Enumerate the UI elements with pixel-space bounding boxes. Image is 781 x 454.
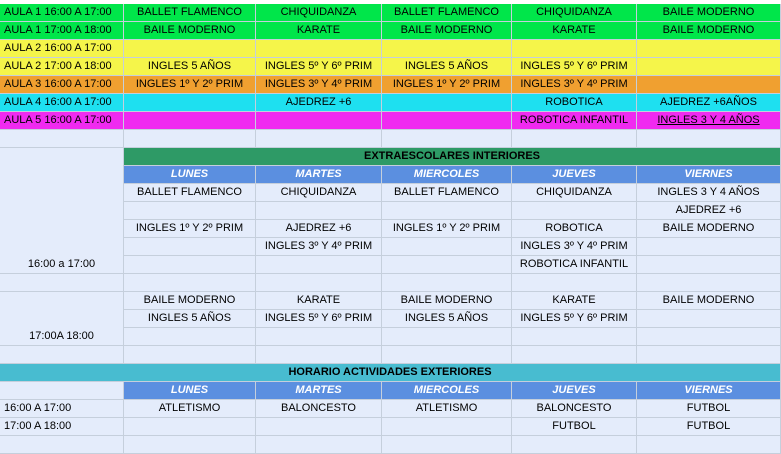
time-cell[interactable] [0,292,124,310]
aula-activity-cell[interactable] [637,40,781,58]
empty-cell[interactable] [0,130,124,148]
day-header[interactable]: VIERNES [637,382,781,400]
activity-cell[interactable] [382,256,512,274]
empty-cell[interactable] [382,346,512,364]
activity-cell[interactable] [512,436,637,454]
aula-activity-cell[interactable] [382,94,512,112]
empty-cell[interactable] [124,130,256,148]
empty-cell[interactable] [637,346,781,364]
time-cell[interactable] [0,202,124,220]
activity-cell[interactable]: INGLES 3º Y 4º PRIM [512,238,637,256]
activity-cell[interactable] [382,328,512,346]
activity-cell[interactable]: INGLES 1º Y 2º PRIM [124,220,256,238]
activity-cell[interactable]: INGLES 5º Y 6º PRIM [256,310,382,328]
activity-cell[interactable]: KARATE [512,292,637,310]
time-cell[interactable] [0,310,124,328]
aula-activity-cell[interactable]: INGLES 3 Y 4 AÑOS [637,112,781,130]
empty-cell[interactable] [382,130,512,148]
activity-cell[interactable] [256,328,382,346]
empty-cell[interactable] [256,274,382,292]
activity-cell[interactable] [256,436,382,454]
empty-cell[interactable] [0,274,124,292]
time-label[interactable]: 16:00 a 17:00 [0,256,124,274]
activity-cell[interactable] [124,238,256,256]
activity-cell[interactable]: INGLES 5 AÑOS [124,310,256,328]
aula-activity-cell[interactable]: BAILE MODERNO [382,22,512,40]
time-cell[interactable] [0,220,124,238]
empty-cell[interactable] [512,274,637,292]
activity-cell[interactable]: ROBOTICA INFANTIL [512,256,637,274]
aula-activity-cell[interactable]: BALLET FLAMENCO [124,4,256,22]
activity-cell[interactable] [382,418,512,436]
activity-cell[interactable]: ATLETISMO [382,400,512,418]
activity-cell[interactable] [124,328,256,346]
activity-cell[interactable]: ATLETISMO [124,400,256,418]
aula-activity-cell[interactable]: BAILE MODERNO [637,22,781,40]
empty-cell[interactable] [0,346,124,364]
aula-activity-cell[interactable] [637,58,781,76]
day-header[interactable]: JUEVES [512,166,637,184]
activity-cell[interactable]: FUTBOL [637,418,781,436]
activity-cell[interactable]: BALLET FLAMENCO [124,184,256,202]
aula-activity-cell[interactable]: CHIQUIDANZA [512,4,637,22]
aula-activity-cell[interactable]: CHIQUIDANZA [256,4,382,22]
activity-cell[interactable]: ROBOTICA [512,220,637,238]
interiores-title[interactable]: EXTRAESCOLARES INTERIORES [124,148,781,166]
empty-cell[interactable] [0,166,124,184]
activity-cell[interactable]: BALONCESTO [512,400,637,418]
time-label[interactable]: 16:00 A 17:00 [0,400,124,418]
activity-cell[interactable]: INGLES 1º Y 2º PRIM [382,220,512,238]
time-cell[interactable] [0,184,124,202]
activity-cell[interactable]: INGLES 5º Y 6º PRIM [512,310,637,328]
aula-time-cell[interactable]: AULA 1 16:00 A 17:00 [0,4,124,22]
empty-cell[interactable] [0,382,124,400]
activity-cell[interactable]: FUTBOL [637,400,781,418]
aula-activity-cell[interactable]: BALLET FLAMENCO [382,4,512,22]
aula-activity-cell[interactable]: INGLES 3º Y 4º PRIM [256,76,382,94]
activity-cell[interactable]: BAILE MODERNO [124,292,256,310]
aula-activity-cell[interactable] [256,40,382,58]
aula-activity-cell[interactable] [382,40,512,58]
aula-time-cell[interactable]: AULA 3 16:00 A 17:00 [0,76,124,94]
activity-cell[interactable]: INGLES 3º Y 4º PRIM [256,238,382,256]
day-header[interactable]: MARTES [256,382,382,400]
empty-cell[interactable] [512,130,637,148]
aula-activity-cell[interactable]: INGLES 3º Y 4º PRIM [512,76,637,94]
activity-cell[interactable] [256,256,382,274]
activity-cell[interactable] [382,238,512,256]
aula-activity-cell[interactable]: ROBOTICA INFANTIL [512,112,637,130]
aula-activity-cell[interactable] [124,40,256,58]
aula-activity-cell[interactable]: INGLES 5 AÑOS [124,58,256,76]
aula-activity-cell[interactable]: ROBOTICA [512,94,637,112]
aula-time-cell[interactable]: AULA 5 16:00 A 17:00 [0,112,124,130]
activity-cell[interactable] [637,310,781,328]
activity-cell[interactable] [637,238,781,256]
empty-cell[interactable] [256,130,382,148]
aula-activity-cell[interactable]: AJEDREZ +6 [256,94,382,112]
day-header[interactable]: JUEVES [512,382,637,400]
time-label[interactable]: 17:00A 18:00 [0,328,124,346]
activity-cell[interactable]: FUTBOL [512,418,637,436]
activity-cell[interactable]: CHIQUIDANZA [256,184,382,202]
day-header[interactable]: LUNES [124,166,256,184]
activity-cell[interactable] [124,256,256,274]
activity-cell[interactable] [637,328,781,346]
empty-cell[interactable] [124,274,256,292]
aula-time-cell[interactable]: AULA 2 17:00 A 18:00 [0,58,124,76]
activity-cell[interactable] [256,418,382,436]
activity-cell[interactable]: INGLES 3 Y 4 AÑOS [637,184,781,202]
activity-cell[interactable] [637,436,781,454]
aula-activity-cell[interactable]: INGLES 1º Y 2º PRIM [124,76,256,94]
activity-cell[interactable] [124,418,256,436]
aula-activity-cell[interactable]: KARATE [512,22,637,40]
activity-cell[interactable] [382,436,512,454]
aula-activity-cell[interactable]: KARATE [256,22,382,40]
day-header[interactable]: MIERCOLES [382,382,512,400]
day-header[interactable]: LUNES [124,382,256,400]
aula-activity-cell[interactable]: INGLES 5º Y 6º PRIM [256,58,382,76]
exteriores-title[interactable]: HORARIO ACTIVIDADES EXTERIORES [0,364,781,382]
activity-cell[interactable]: BAILE MODERNO [382,292,512,310]
aula-activity-cell[interactable]: AJEDREZ +6AÑOS [637,94,781,112]
aula-activity-cell[interactable] [512,40,637,58]
activity-cell[interactable] [124,202,256,220]
activity-cell[interactable] [124,436,256,454]
time-label[interactable] [0,436,124,454]
aula-activity-cell[interactable] [256,112,382,130]
empty-cell[interactable] [256,346,382,364]
activity-cell[interactable] [256,202,382,220]
activity-cell[interactable] [512,328,637,346]
aula-activity-cell[interactable]: BAILE MODERNO [124,22,256,40]
activity-cell[interactable] [382,202,512,220]
aula-activity-cell[interactable] [124,94,256,112]
aula-time-cell[interactable]: AULA 2 16:00 A 17:00 [0,40,124,58]
empty-cell[interactable] [512,346,637,364]
activity-cell[interactable]: KARATE [256,292,382,310]
activity-cell[interactable]: INGLES 5 AÑOS [382,310,512,328]
aula-activity-cell[interactable] [124,112,256,130]
aula-activity-cell[interactable]: INGLES 5º Y 6º PRIM [512,58,637,76]
aula-time-cell[interactable]: AULA 1 17:00 A 18:00 [0,22,124,40]
activity-cell[interactable]: AJEDREZ +6 [637,202,781,220]
activity-cell[interactable] [637,256,781,274]
aula-activity-cell[interactable]: INGLES 5 AÑOS [382,58,512,76]
aula-activity-cell[interactable]: INGLES 1º Y 2º PRIM [382,76,512,94]
empty-cell[interactable] [637,130,781,148]
day-header[interactable]: MARTES [256,166,382,184]
empty-cell[interactable] [0,148,124,166]
activity-cell[interactable]: BAILE MODERNO [637,220,781,238]
activity-cell[interactable] [512,202,637,220]
empty-cell[interactable] [637,274,781,292]
aula-time-cell[interactable]: AULA 4 16:00 A 17:00 [0,94,124,112]
aula-activity-cell[interactable]: BAILE MODERNO [637,4,781,22]
aula-activity-cell[interactable] [382,112,512,130]
day-header[interactable]: VIERNES [637,166,781,184]
time-cell[interactable] [0,238,124,256]
empty-cell[interactable] [124,346,256,364]
time-label[interactable]: 17:00 A 18:00 [0,418,124,436]
activity-cell[interactable]: BALONCESTO [256,400,382,418]
empty-cell[interactable] [382,274,512,292]
activity-cell[interactable]: AJEDREZ +6 [256,220,382,238]
activity-cell[interactable]: BAILE MODERNO [637,292,781,310]
activity-cell[interactable]: CHIQUIDANZA [512,184,637,202]
day-header[interactable]: MIERCOLES [382,166,512,184]
aula-activity-cell[interactable] [637,76,781,94]
activity-cell[interactable]: BALLET FLAMENCO [382,184,512,202]
